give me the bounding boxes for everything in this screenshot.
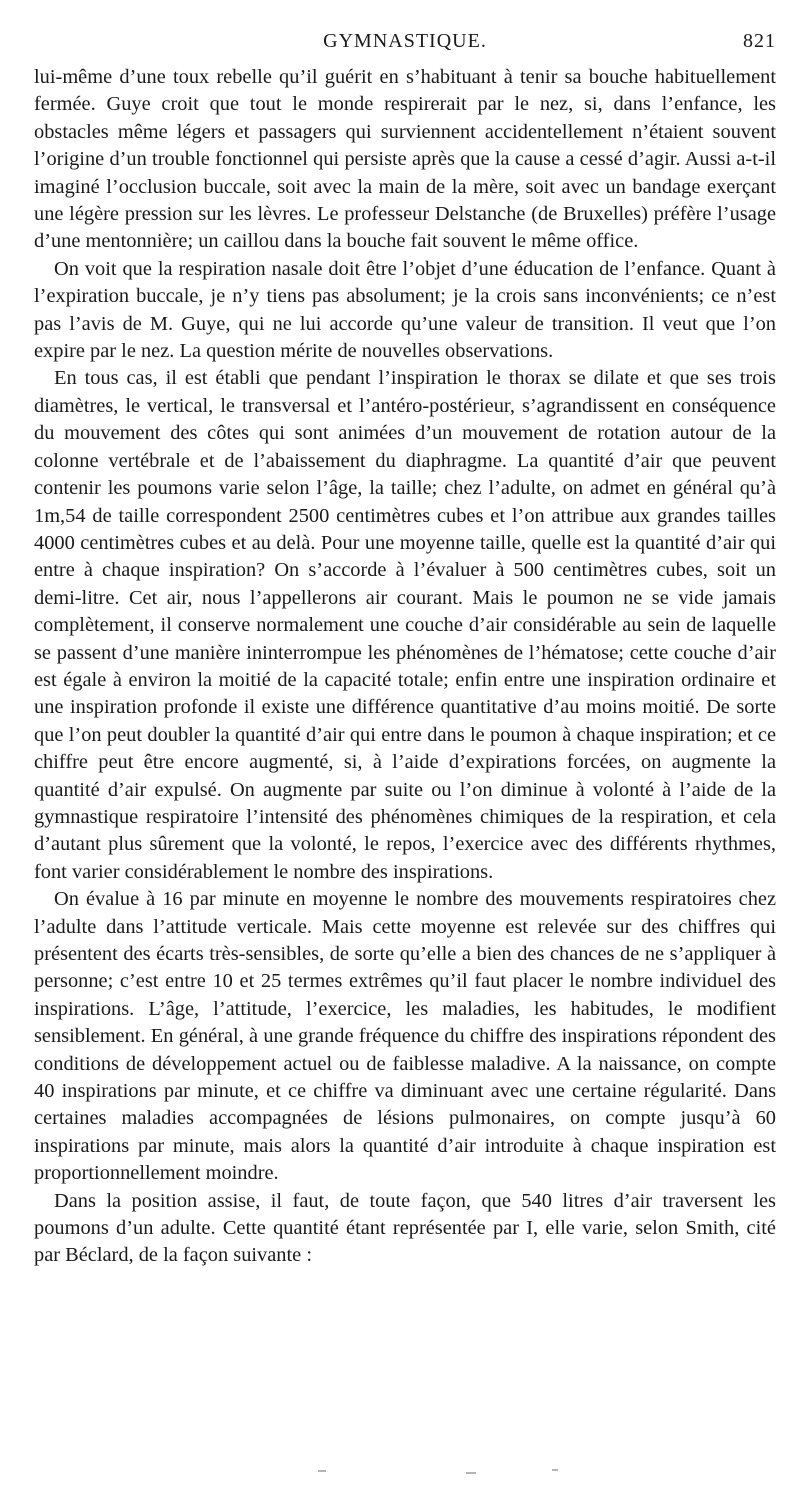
paragraph-continuation: lui-même d’une toux rebelle qu’il guérit en s’habituant à tenir sa bouche habituellement fermée. Guye croit que tout le monde respirerait par le nez, si, dans l’enfance, les obstacles même légers et passagers qui surviennent accidentellement n’étaient souvent l’origine d’un trouble fonctionnel qui persiste après que la cause a cessé d’agir. Aussi a-t-il imaginé l’occlusion buccale, soit avec la main de la mère, soit avec un bandage exerçant une légère pression sur les lèvres. Le professeur Delstanche (de Bruxelles) préfère l’usage d’une mentonnière; un caillou dans la bouche fait souvent le même office.	[34, 66, 776, 253]
document-page	[34, 30, 776, 1270]
scan-speck	[552, 1469, 558, 1471]
scan-speck	[318, 1470, 326, 1472]
scan-speckles	[0, 1468, 800, 1478]
paragraph-seated-position: Dans la position assise, il faut, de toute façon, que 540 litres d’air traversent les poumons d’un adulte. Cette quantité étant représentée par I, elle varie, selon Smith, cité par Béclard, de la façon suivante :	[34, 1189, 776, 1267]
paragraph-thorax-air-volume: En tous cas, il est établi que pendant l’inspiration le thorax se dilate et que ses trois diamètres, le vertical, le transversal et l’antéro-postérieur, s’agrandissent en conséquence du mouvement des côtes qui sont animées d’un mouvement de rotation autour de la colonne vertébrale et de l’abaissement du diaphragme. La quantité d’air que peuvent contenir les poumons varie selon l’âge, la taille; chez l’adulte, on admet en général qu’à 1m,54 de taille correspondent 2500 centimètres cubes et l’on attribue aux grandes tailles 4000 centimètres cubes et au delà. Pour une moyenne taille, quelle est la quantité d’air qui entre à chaque inspiration? On s’accorde à l’évaluer à 500 centimètres cubes, soit un demi-litre. Cet air, nous l’appellerons air courant. Mais le poumon ne se vide jamais complètement, il conserve normalement une couche d’air considérable au sein de laquelle se passent d’une manière ininterrompue les phénomènes de l’hématose; cette couche d’air est égale à environ la moitié de la capacité totale; enfin entre une inspiration ordinaire et une inspiration profonde il existe une différence quantitative d’au moins moitié. De sorte que l’on peut doubler la quantité d’air qui entre dans le poumon à chaque inspiration; et ce chiffre peut être encore augmenté, si, à l’aide d’expirations forcées, on augmente la quantité d’air expulsé. On augmente par suite ou l’on diminue à volonté à l’aide de la gymnastique respiratoire l’intensité des phénomènes chimiques de la respiration, et cela d’autant plus sûrement que la volonté, le repos, l’exercice avec des différents rhythmes, font varier considérablement le nombre des inspirations.	[34, 367, 776, 883]
scan-speck	[466, 1472, 476, 1474]
running-title: GYMNASTIQUE.	[323, 30, 487, 52]
paragraph-respiration-rate: On évalue à 16 par minute en moyenne le nombre des mouvements respiratoires chez l’adulte dans l’attitude verticale. Mais cette moyenne est relevée sur des chiffres qui présentent des écarts très-sensibles, de sorte qu’elle a bien des chances de ne s’appliquer à personne; c’est entre 10 et 25 termes extrêmes qu’il faut placer le nombre individuel des inspirations. L’âge, l’attitude, l’exercice, les maladies, les habitudes, le modifient sensiblement. En général, à une grande fréquence du chiffre des inspirations répondent des conditions de développement actuel ou de faiblesse maladive. A la naissance, on compte 40 inspirations par minute, et ce chiffre va diminuant avec une certaine régularité. Dans certaines maladies accompagnées de lésions pulmonaires, on compte jusqu’à 60 inspirations par minute, mais alors la quantité d’air introduite à chaque inspiration est proportionnellement moindre.	[34, 888, 776, 1185]
running-head	[34, 30, 776, 60]
paragraph-nasal-respiration: On voit que la respiration nasale doit être l’objet d’une éducation de l’enfance. Quant à l’expiration buccale, je n’y tiens pas absolument; je la crois sans inconvénients; ce n’est pas l’avis de M. Guye, qui ne lui accorde qu’une valeur de transition. Il veut que l’on expire par le nez. La question mérite de nouvelles observations.	[34, 257, 776, 363]
page-number: 821	[743, 30, 776, 52]
